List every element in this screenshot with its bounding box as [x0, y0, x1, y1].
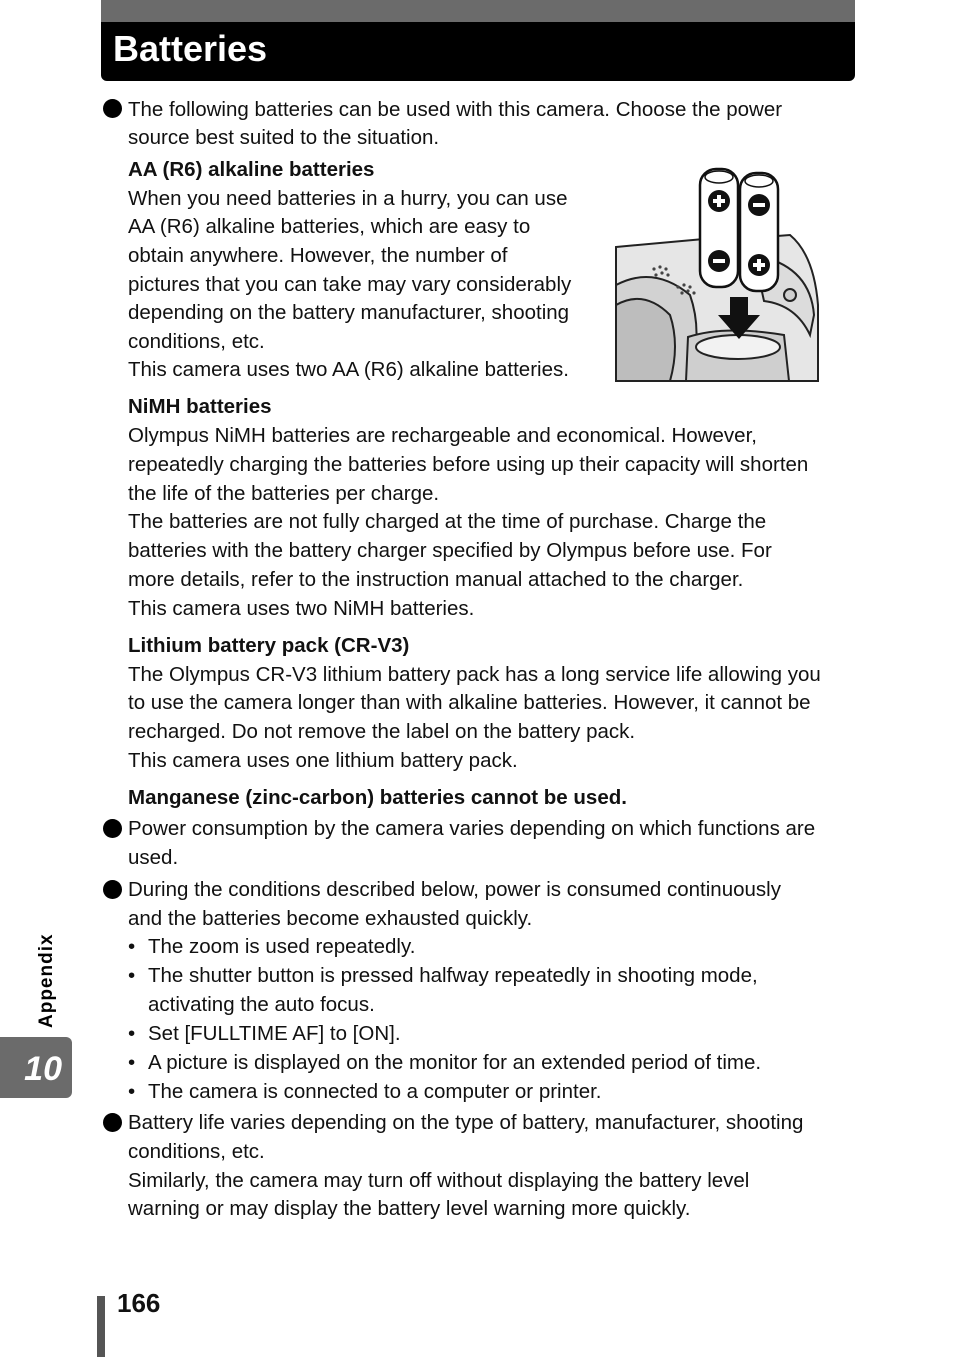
page-number: 166 [117, 1288, 161, 1318]
list-bullet: • [128, 1080, 136, 1103]
title-bar [101, 0, 855, 81]
battery-right-drawing [740, 173, 778, 291]
intro-line: source best suited to the situation. [128, 126, 440, 149]
power-line: Power consumption by the camera varies depending on which functions are [128, 817, 816, 840]
condition-item: The shutter button is pressed halfway repeatedly in shooting mode, [148, 964, 758, 987]
list-bullet: • [128, 1022, 136, 1045]
bullet-dot [103, 99, 122, 118]
aa-line: conditions, etc. [128, 330, 265, 353]
nimh-line: batteries with the battery charger specified by Olympus before use. For [128, 539, 772, 562]
lithium-line: to use the camera longer than with alkaline batteries. However, it cannot be [128, 691, 811, 714]
nimh-line: Olympus NiMH batteries are rechargeable and economical. However, [128, 424, 757, 447]
list-bullet: • [128, 1051, 136, 1074]
nimh-line: repeatedly charging the batteries before using up their capacity will shorten [128, 453, 809, 476]
lithium-line: recharged. Do not remove the label on the battery pack. [128, 720, 636, 743]
title-top-strip [101, 0, 855, 22]
intro-line: The following batteries can be used with this camera. Choose the power [128, 98, 783, 121]
bullet-dot [103, 880, 122, 899]
nimh-line: the life of the batteries per charge. [128, 482, 440, 505]
life-line: Battery life varies depending on the type of battery, manufacturer, shooting [128, 1111, 804, 1134]
aa-line: pictures that you can take may vary considerably [128, 273, 572, 296]
condition-item: Set [FULLTIME AF] to [ON]. [148, 1022, 401, 1045]
chapter-number: 10 [24, 1050, 62, 1088]
lithium-line: This camera uses one lithium battery pack. [128, 749, 518, 772]
battery-left-drawing [700, 169, 738, 287]
lithium-line: The Olympus CR-V3 lithium battery pack has a long service life allowing you [128, 663, 821, 686]
list-bullet: • [128, 935, 136, 958]
aa-line: This camera uses two AA (R6) alkaline batteries. [128, 358, 569, 381]
aa-line: obtain anywhere. However, the number of [128, 244, 508, 267]
battery-insertion-illustration [614, 165, 820, 383]
bullet-dot [103, 1113, 122, 1132]
condition-item: A picture is displayed on the monitor for an extended period of time. [148, 1051, 762, 1074]
nimh-line: The batteries are not fully charged at the time of purchase. Charge the [128, 510, 767, 533]
nimh-heading: NiMH batteries [128, 395, 272, 418]
lithium-heading: Lithium battery pack (CR-V3) [128, 634, 410, 657]
aa-heading: AA (R6) alkaline batteries [128, 158, 375, 181]
condition-item-continued: activating the auto focus. [148, 993, 375, 1016]
life-line: warning or may display the battery level warning more quickly. [128, 1197, 691, 1220]
aa-line: When you need batteries in a hurry, you can use [128, 187, 568, 210]
condition-item: The zoom is used repeatedly. [148, 935, 416, 958]
bullet-dot [103, 819, 122, 838]
power-line: used. [128, 846, 179, 869]
nimh-line: more details, refer to the instruction manual attached to the charger. [128, 568, 744, 591]
life-line: conditions, etc. [128, 1140, 265, 1163]
life-line: Similarly, the camera may turn off without displaying the battery level [128, 1169, 750, 1192]
list-bullet: • [128, 964, 136, 987]
conditions-line: and the batteries become exhausted quickly. [128, 907, 533, 930]
manganese-warning: Manganese (zinc-carbon) batteries cannot be used. [128, 786, 627, 809]
page-title: Batteries [113, 28, 268, 69]
aa-line: depending on the battery manufacturer, shooting [128, 301, 570, 324]
section-label: Appendix [36, 933, 57, 1028]
nimh-line: This camera uses two NiMH batteries. [128, 597, 475, 620]
page-number-bar [97, 1296, 105, 1357]
chapter-tab [0, 1037, 72, 1098]
conditions-line: During the conditions described below, power is consumed continuously [128, 878, 781, 901]
condition-item: The camera is connected to a computer or printer. [148, 1080, 602, 1103]
aa-line: AA (R6) alkaline batteries, which are easy to [128, 215, 531, 238]
